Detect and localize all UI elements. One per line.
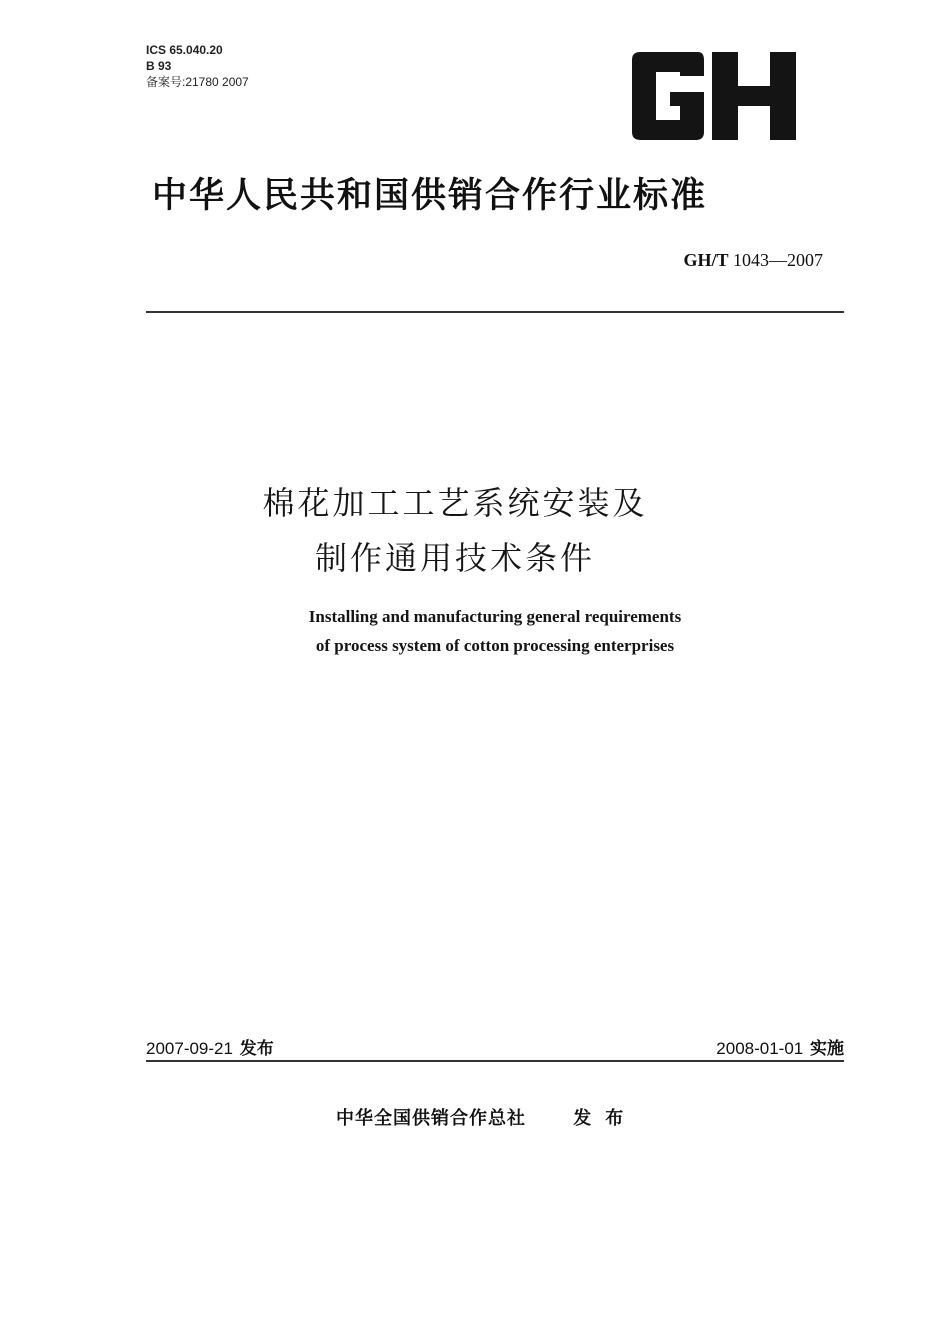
standard-code: GH/T [683,250,729,270]
ccs-code: B 93 [146,59,172,73]
effective-date: 2008-01-01 [716,1039,804,1058]
standard-year-number: 1043—2007 [733,250,823,270]
effective-label: 实施 [810,1039,844,1059]
issue-date: 2007-09-21 [146,1039,233,1058]
standard-number [683,250,823,271]
issue-label: 发布 [239,1039,274,1059]
record-number: 备案号:21780 2007 [146,75,249,89]
gh-logo [628,52,796,140]
bottom-divider [146,1060,844,1062]
title-en-line2: of process system of cotton processing enterprises [315,636,675,655]
publisher-name: 中华全国供销合作总社 [336,1108,526,1129]
publisher-line [336,1104,637,1130]
effective-date-block [716,1034,844,1059]
top-divider [146,311,844,313]
publisher-action: 发布 [573,1108,638,1129]
classification-block [146,42,249,90]
title-cn-line1: 棉花加工工艺系统安装及 [262,484,648,522]
industry-standard-heading: 中华人民共和国供销合作行业标准 [152,176,708,216]
ics-code: ICS 65.040.20 [146,43,223,57]
gh-logo-letter-h [712,52,796,140]
title-cn-line2: 制作通用技术条件 [314,539,595,577]
title-en-line1: Installing and manufacturing general requirements [308,607,682,626]
gh-logo-letter-g [628,52,706,140]
issue-date-block [146,1034,274,1059]
